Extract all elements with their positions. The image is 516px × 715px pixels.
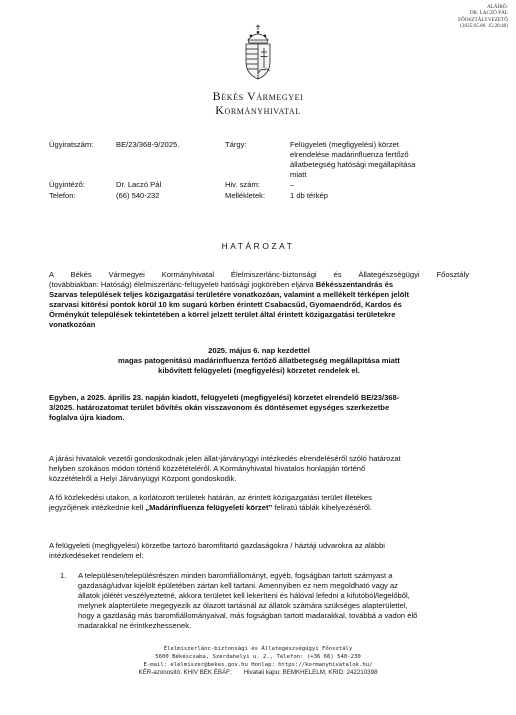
footer-contact: E-mail: elelmiszer@bekes.gov.hu Honlap: https://kormanyhivatalok.hu/ [143, 661, 373, 668]
consolidated-line-1: Egyben, a 2025. április 23. napján kiadott, felügyeleti (megfigyelési) körzetet elrendelő BE/23/368- [49, 393, 400, 402]
list-item-line-2: gazdaság/udvar kijelölt épületében zártan kell tartani. Amennyiben ez nem megoldható vagy az [78, 581, 398, 590]
footer-identifiers: KÉR-azonosító: KHIV BEK ÉBÁF; Hivatali kapu: BEMKHELELM, KRID: 242210398 [138, 669, 378, 677]
subject-line-1: Felügyeleti (megfigyelési) körzet [290, 140, 399, 149]
signature-timestamp: (2025.05.06. 15:20:46) [460, 23, 508, 30]
decision-line-3: kibővített felügyeleti (megfigyelési) körzetet rendelek el. [158, 366, 360, 375]
measures-line-2: intézkedéseket rendelem el: [49, 551, 144, 560]
phone-label: Telefon: [49, 191, 76, 200]
subject-line-3: állatbetegség hatósági megállapítása [290, 160, 416, 169]
decision-line-2: magas patogenitású madárinfluenza fertőző állatbetegség megállapítása miatt [118, 356, 400, 365]
office-name-line-1: Békés Vármegyei [212, 89, 304, 103]
intro-line-3: Szarvas települések teljes közigazgatási területére vonatkozóan, valamint a mellékelt térképen jelölt [49, 290, 410, 299]
intro-line-5: Örménykút települések tekintetében a körrel jelzett terület által érintett közigazgatási területekre [49, 310, 396, 319]
signature-name: DR. LACZÓ PÁL [469, 10, 508, 17]
consolidated-line-3: foglalva újra kiadom. [49, 413, 125, 422]
publication-line-3: közzétételről a Helyi Járványügyi Központ gondoskodik. [49, 474, 237, 483]
phone-value: (66) 540-232 [116, 191, 160, 200]
signature-position: FŐOSZTÁLYVEZETŐ [458, 16, 508, 23]
list-item-line-3: állatok jólétét veszélyeztetné, akkora területet kell lekeríteni és hálóval lefedni a kifutóból/legelőből, [78, 591, 410, 600]
office-name-line-2: Kormányhivatal [215, 103, 301, 117]
attachments-label: Mellékletek: [225, 191, 266, 200]
intro-line-4: szarvasi kitörési pontok körül 10 km sugarú körben érintett Csabacsűd, Gyomaendrőd, Kardos és [49, 300, 402, 309]
signs-line-2: jegyzőjének intézkednie kell „Madárinfluenza felügyeleti körzet” feliratú táblák kihelyezéséről. [49, 503, 372, 512]
case-number-label: Ügyiratszám: [49, 140, 94, 149]
list-item-line-5: hogy a gazdaság más baromfiállományaival, más fogságban tartott madarakkal, továbbá a vadon élő [78, 611, 418, 620]
attachments-value: 1 db térkép [290, 191, 328, 200]
signature-block [388, 4, 508, 30]
reference-label: Hiv. szám: [225, 180, 260, 189]
list-item-line-1: A településen/településrészen minden baromfiállományt, egyéb, fogságban tartott számyast a [78, 571, 393, 580]
case-number-value: BE/23/368-9/2025. [116, 140, 180, 149]
document-title: HATÁROZAT [221, 241, 295, 251]
administrator-label: Ügyintéző: [49, 180, 85, 189]
publication-line-1: A járási hivatalok vezetői gondoskodnak jelen állat-járványügyi intézkedés elrendeléséről szóló határozat [49, 454, 401, 463]
subject-line-2: elrendelése madárinfluenza fertőző [290, 150, 409, 159]
footer-address: 5600 Békéscsaba, Szerdahelyi u. 2., Telefon: (+36 66) 540-230 [155, 653, 361, 660]
coat-of-arms-icon [239, 24, 277, 80]
list-item-line-6: madarakkal ne érintkezhessenek. [78, 621, 192, 630]
list-item-line-4: melynek alapterülete megegyezik az ólazott tartásnál az állatok számára szükséges alapterülettel, [78, 601, 408, 610]
decision-line-1: 2025. május 6. nap kezdettel [208, 346, 310, 355]
measures-line-1: A felügyeleti (megfigyelési) körzetbe tartozó baromfitartó gazdaságokra / háztáji udvarokra az alábbi [49, 541, 385, 550]
subject-label: Tárgy: [225, 140, 247, 149]
signature-label: ALÁÍRÓ: [486, 4, 508, 10]
subject-line-4: miatt [290, 170, 307, 179]
intro-line-1: A Békés Vármegyei Kormányhivatal Élelmiszerlánc-biztonsági és Állategészségügyi Főosztály [49, 270, 469, 279]
consolidated-line-2: 3/2025. határozatomat terület bővítés okán visszavonom és döntésemet egységes szerkezetbe [49, 403, 390, 412]
intro-line-6: vonatkozóan [49, 320, 96, 329]
signs-line-1: A fő közlekedési utakon, a korlátozott területek határán, az érintett közigazgatási terület illetékes [49, 493, 372, 502]
page-footer [0, 646, 516, 677]
reference-value: – [290, 180, 295, 189]
publication-line-2: helyben szokásos módon történő közzétételéről. A Kormányhivatal hivatalos honlapján történő [49, 464, 366, 473]
footer-department: Élelmiszerlánc-biztonsági és Állategészségügyi Főosztály [163, 646, 353, 652]
administrator-value: Dr. Laczó Pál [116, 180, 162, 189]
list-item-number: 1. [60, 571, 67, 580]
intro-line-2: (továbbiakban: Hatóság) élelmiszerlánc-felügyeleti hatósági jogkörében eljárva Békésszentandrás és [49, 280, 394, 289]
